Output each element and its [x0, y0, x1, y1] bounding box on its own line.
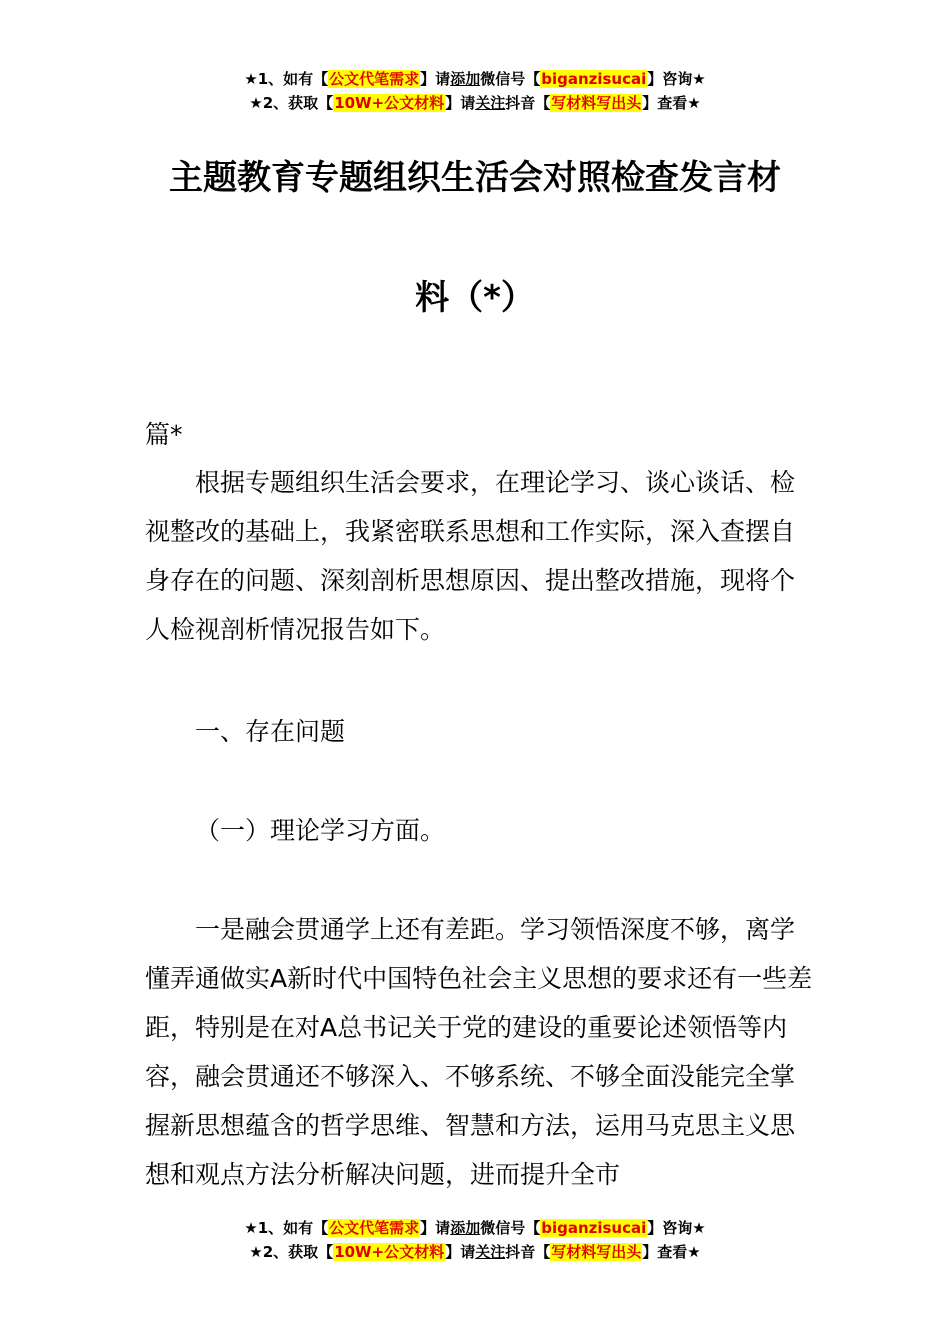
promo-highlight: biganzisucai	[541, 70, 647, 88]
promo-underlined-text: 添加	[450, 70, 481, 88]
footer-promo-banner	[0, 1216, 950, 1264]
promo-line-2	[0, 1240, 950, 1264]
promo-line-1	[0, 67, 950, 91]
promo-text: 】请	[420, 70, 451, 88]
promo-text: 】请	[445, 94, 476, 112]
promo-text: 】查看★	[642, 94, 701, 112]
promo-highlight: 10W+公文材料	[334, 94, 445, 112]
document-title-line-2: 料（*）	[415, 278, 535, 318]
promo-text: 微信号【	[480, 70, 541, 88]
promo-text: ★2、获取【	[249, 94, 334, 112]
promo-text: ★1、如有【	[244, 1219, 329, 1237]
promo-underlined-text: 关注	[475, 94, 506, 112]
body-paragraph: 一是融会贯通学上还有差距。学习领悟深度不够，离学懂弄通做实A新时代中国特色社会主义思想的要求还有一些差距，特别是在对A总书记关于党的建设的重要论述领悟等内容，融会贯通还不够深入、不够系统、不够全面没能完全掌握新思想蕴含的哲学思维、智慧和方法，运用马克思主义思想和观点方法分析解决问题，进而提升全市	[145, 915, 813, 1189]
promo-highlight: biganzisucai	[541, 1219, 647, 1237]
promo-text: 微信号【	[480, 1219, 541, 1237]
intro-paragraph: 根据专题组织生活会要求，在理论学习、谈心谈话、检视整改的基础上，我紧密联系思想和工作实际，深入查摆自身存在的问题、深刻剖析思想原因、提出整改措施，现将个人检视剖析情况报告如下。	[145, 468, 796, 644]
section-heading: 一、存在问题	[195, 717, 346, 746]
promo-text: 】请	[445, 1243, 476, 1261]
promo-highlight: 10W+公文材料	[334, 1243, 445, 1261]
promo-underlined-text: 添加	[450, 1219, 481, 1237]
promo-text: 】咨询★	[647, 70, 706, 88]
document-title-line-1: 主题教育专题组织生活会对照检查发言材	[169, 158, 781, 198]
promo-underlined-text: 关注	[475, 1243, 506, 1261]
header-promo-banner	[0, 67, 950, 115]
promo-line-2	[0, 91, 950, 115]
promo-text: 】咨询★	[647, 1219, 706, 1237]
promo-text: ★1、如有【	[244, 70, 329, 88]
promo-highlight: 公文代笔需求	[329, 70, 420, 88]
subsection-heading: （一）理论学习方面。	[195, 816, 446, 845]
promo-highlight: 写材料写出头	[551, 1243, 642, 1261]
promo-highlight: 写材料写出头	[551, 94, 642, 112]
promo-text: 】请	[420, 1219, 451, 1237]
promo-text: 抖音【	[505, 94, 551, 112]
promo-text: 抖音【	[505, 1243, 551, 1261]
section-label: 篇*	[145, 420, 183, 449]
promo-text: ★2、获取【	[249, 1243, 334, 1261]
promo-text: 】查看★	[642, 1243, 701, 1261]
promo-highlight: 公文代笔需求	[329, 1219, 420, 1237]
promo-line-1	[0, 1216, 950, 1240]
